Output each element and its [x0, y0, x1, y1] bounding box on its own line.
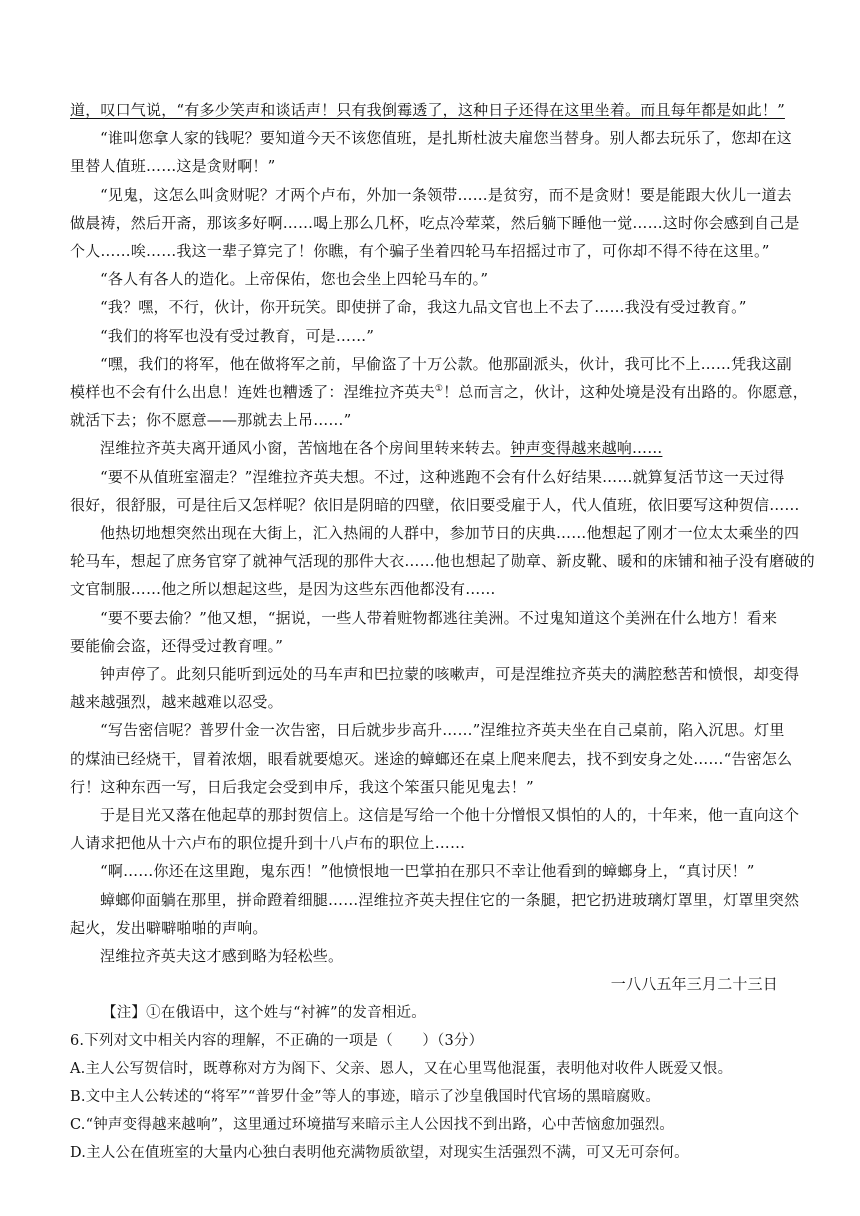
- text-line-with-footnote: [70, 378, 808, 406]
- note-text: ①在俄语中，这个姓与“衬裤”的发音相近。: [146, 1004, 426, 1021]
- text-line: 里替人值班……这是贪财啊！”: [70, 157, 276, 176]
- text-line: 行！这种东西一写，日后我定会受到申斥，我这个笨蛋只能见鬼去！”: [70, 777, 534, 796]
- text-line: “我们的将军也没有受过教育，可是……”: [100, 326, 375, 345]
- text-line: 于是目光又落在他起草的那封贺信上。这信是写给一个他十分憎恨又惧怕的人的，十年来，他一直向这个: [100, 806, 800, 825]
- option-d: D.主人公在值班室的大量内心独白表明他充满物质欲望，对现实生活强烈不满，可又无可奈何。: [70, 1144, 689, 1161]
- note-label: 【注】: [102, 1004, 147, 1021]
- question-stem: 6.下列对文中相关内容的理解，不正确的一项是（ ）（3分）: [70, 1032, 484, 1049]
- text-line: “见鬼，这怎么叫贪财呢？才两个卢布，外加一条领带……是贫穷，而不是贪财！要是能跟大伙儿一道去: [100, 185, 792, 204]
- date-line: 一八八五年三月二十三日: [610, 975, 778, 994]
- text-line: “啊……你还在这里跑，鬼东西！”他愤恨地一巴掌拍在那只不幸让他看到的蟑螂身上，“真讨厌！”: [100, 862, 755, 881]
- document-page: [70, 96, 815, 1167]
- text-line: 做晨祷，然后开斋，那该多好啊……喝上那么几杯，吃点冷荤菜，然后躺下睡他一觉……这时你会感到自己是: [70, 213, 800, 232]
- text-line: 个人……唉……我这一辈子算完了！你瞧，有个骗子坐着四轮马车招摇过市了，可你却不得不待在这里。”: [70, 242, 770, 261]
- option-b: B.文中主人公转述的“将军”“普罗什金”等人的事迹，暗示了沙皇俄国时代官场的黑暗腐败。: [70, 1088, 661, 1105]
- text-line-with-underline: [70, 434, 794, 462]
- text-line: 很好，很舒服，可是往后又怎样呢？依旧是阴暗的四壁，依旧要受雇于人，代人值班，依旧要写这种贺信……: [70, 495, 800, 514]
- footnote-marker: ①: [434, 384, 444, 395]
- text-line: 要能偷会盗，还得受过教育哩。”: [70, 636, 284, 655]
- option-a: A.主人公写贺信时，既尊称对方为阁下、父亲、恩人，又在心里骂他混蛋，表明他对收件人既爱又恨。: [70, 1060, 733, 1077]
- text-line: “谁叫您拿人家的钱呢？要知道今天不该您值班，是扎斯杜波夫雇您当替身。别人都去玩乐了，您却在这: [100, 129, 792, 148]
- text-line: 文官制服……他之所以想起这些，是因为这些东西他都没有……: [70, 580, 496, 599]
- text-line: “各人有各人的造化。上帝保佑，您也会坐上四轮马车的。”: [100, 270, 489, 289]
- text-line: 越来越强烈，越来越难以忍受。: [70, 693, 283, 712]
- text-line: 钟声停了。此刻只能听到远处的马车声和巴拉蒙的咳嗽声，可是涅维拉齐英夫的满腔愁苦和愤恨，却变得: [100, 665, 800, 684]
- text-line: 起火，发出噼噼啪啪的声响。: [70, 918, 268, 937]
- text-segment: ！总而言之，伙计，这种处境是没有出路的。你愿意，: [443, 383, 808, 402]
- text-line: 道，叹口气说，“有多少笑声和谈话声！只有我倒霉透了，这种日子还得在这里坐着。而且每年都是如此！”: [70, 101, 785, 119]
- text-line: “要不要去偷？”他又想，“据说，一些人带着赃物都逃往美洲。不过鬼知道这个美洲在什么地方！看来: [100, 608, 778, 627]
- text-line: “我？嘿，不行，伙计，你开玩笑。即使拼了命，我这九品文官也上不去了……我没有受过教育。”: [100, 298, 747, 317]
- text-line: 他热切地想突然出现在大街上，汇入热闹的人群中，参加节日的庆典……他想起了刚才一位太太乘坐的四: [100, 524, 800, 543]
- text-line: “要不从值班室溜走？”涅维拉齐英夫想。不过，这种逃跑不会有什么好结果……就算复活节这一天过得: [100, 467, 785, 486]
- text-segment: 模样也不会有什么出息！连姓也糟透了：涅维拉齐英夫: [70, 383, 435, 402]
- text-line: 蟑螂仰面躺在那里，拼命蹬着细腿……涅维拉齐英夫捏住它的一条腿，把它扔进玻璃灯罩里，灯罩里突然: [100, 890, 800, 909]
- text-segment: 涅维拉齐英夫离开通风小窗，苦恼地在各个房间里转来转去。: [100, 439, 511, 458]
- text-line: “写告密信呢？普罗什金一次告密，日后就步步高升……”涅维拉齐英夫坐在自己桌前，陷入沉思。灯里: [100, 721, 785, 740]
- text-line: 的煤油已经烧干，冒着浓烟，眼看就要熄灭。迷途的蟑螂还在桌上爬来爬去，找不到安身之处……“告密怎么: [70, 749, 793, 768]
- text-line: 轮马车，想起了庶务官穿了就神气活现的那件大衣……他也想起了勋章、新皮靴、暖和的床铺和袖子没有磨破的: [70, 552, 815, 571]
- text-line: 就活下去；你不愿意——那就去上吊……”: [70, 411, 352, 430]
- text-line: “嘿，我们的将军，他在做将军之前，早偷盗了十万公款。他那副派头，伙计，我可比不上……凭我这副: [100, 354, 792, 373]
- underlined-phrase: 钟声变得越来越响……: [510, 439, 663, 458]
- option-c: C.“钟声变得越来越响”，这里通过环境描写来暗示主人公因找不到出路，心中苦恼愈加强烈。: [70, 1116, 675, 1133]
- text-line: 涅维拉齐英夫这才感到略为轻松些。: [100, 947, 344, 966]
- footnote: [70, 999, 794, 1027]
- text-line: 人请求把他从十六卢布的职位提升到十八卢布的职位上……: [70, 834, 466, 853]
